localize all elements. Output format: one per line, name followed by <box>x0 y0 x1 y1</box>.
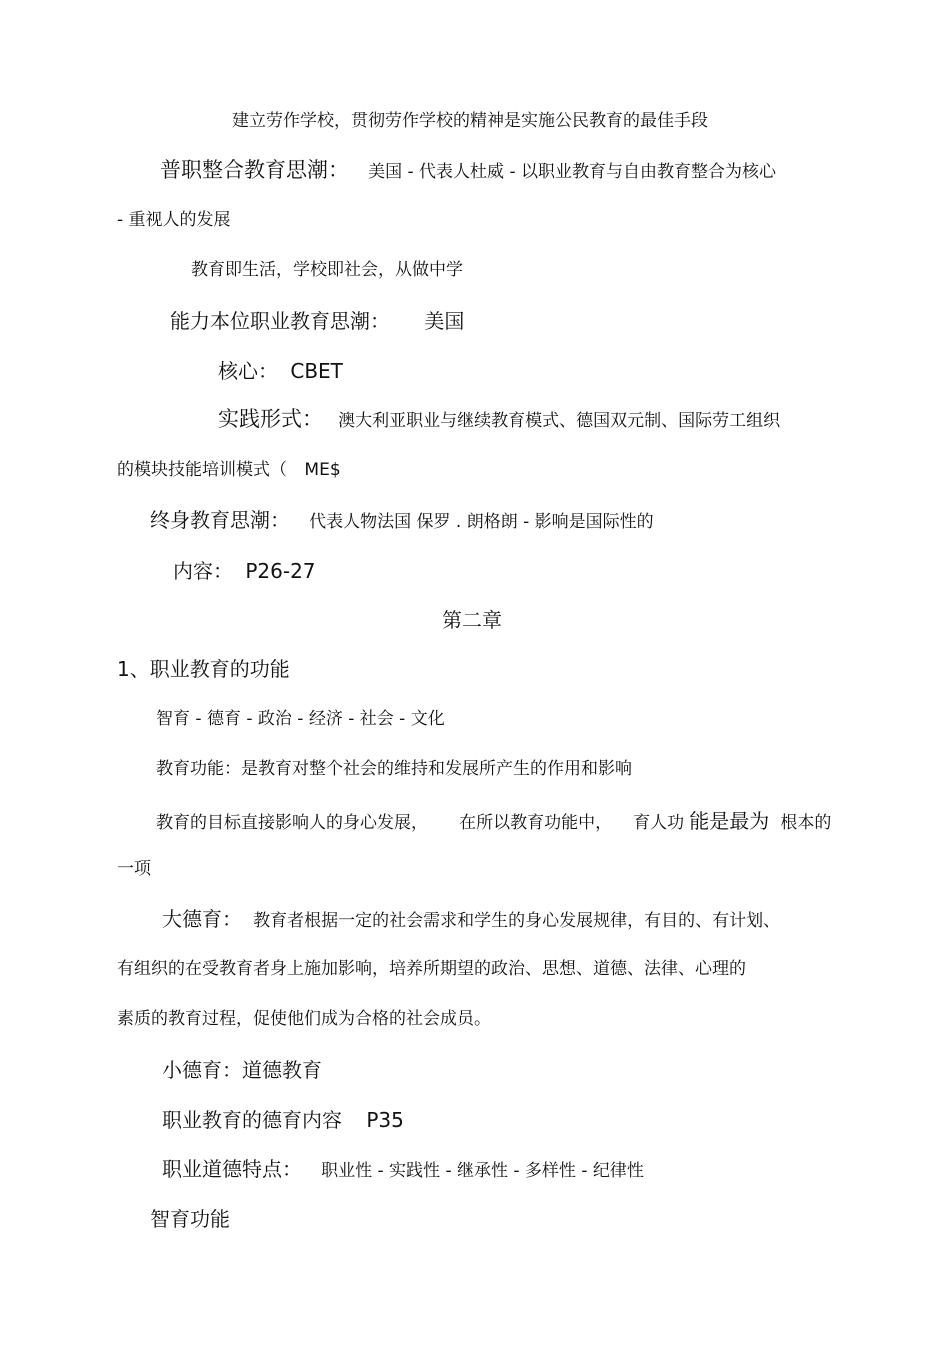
heading-text: 职业教育的德育内容 <box>162 1108 342 1132</box>
chapter-title <box>442 610 502 630</box>
text-line <box>156 711 445 728</box>
heading-text: 智育功能 <box>150 1207 230 1231</box>
paragraph-text: 一项 <box>117 859 151 879</box>
heading-text: 核心： <box>218 359 278 383</box>
paragraph-text: 美国 <box>424 309 465 333</box>
text-line <box>218 361 343 381</box>
section-heading <box>117 659 290 679</box>
paragraph-text: 教育即生活，学校即社会，从做中学 <box>191 260 463 280</box>
heading-text: 普职整合教育思潮： <box>160 158 349 182</box>
text-line <box>170 311 464 331</box>
paragraph-text: 育人功 <box>633 813 685 833</box>
paragraph-text: 小德育：道德教育 <box>162 1058 322 1082</box>
text-line <box>218 409 780 430</box>
text-line <box>162 909 780 930</box>
paragraph-text: P35 <box>366 1108 404 1132</box>
chapter-title-text: 第二章 <box>442 608 502 632</box>
text-line <box>191 262 463 279</box>
heading-text: 终身教育思潮： <box>150 508 290 532</box>
paragraph-text: 美国 - 代表人杜威 - 以职业教育与自由教育整合为核心 <box>368 162 776 182</box>
paragraph-text: 在所以教育功能中， <box>459 813 613 833</box>
heading-text: 能力本位职业教育思潮： <box>170 309 390 333</box>
paragraph-text: 代表人物法国 保罗 . 朗格朗 - 影响是国际性的 <box>309 512 654 532</box>
paragraph-text: CBET <box>290 359 343 383</box>
text-line <box>117 861 151 878</box>
text-line <box>156 811 831 832</box>
text-line <box>117 1011 491 1028</box>
text-line <box>162 1159 644 1180</box>
paragraph-text: 的模块技能培训模式（ <box>117 460 287 480</box>
text-line <box>117 462 341 479</box>
paragraph-text: 根本的 <box>780 813 832 833</box>
paragraph-text: 建立劳作学校，贯彻劳作学校的精神是实施公民教育的最佳手段 <box>232 111 708 131</box>
heading-text: 大德育： <box>162 907 242 931</box>
paragraph-text: P26-27 <box>245 559 316 583</box>
paragraph-text: 智育 - 德育 - 政治 - 经济 - 社会 - 文化 <box>156 709 445 729</box>
paragraph-text: 澳大利亚职业与继续教育模式、德国双元制、国际劳工组织 <box>338 411 781 431</box>
paragraph-text: 职业性 - 实践性 - 继承性 - 多样性 - 纪律性 <box>321 1161 644 1181</box>
paragraph-text: ME$ <box>304 460 341 480</box>
paragraph-text: 教育的目标直接影响人的身心发展， <box>156 813 428 833</box>
paragraph-text: 教育功能：是教育对整个社会的维持和发展所产生的作用和影响 <box>156 759 632 779</box>
text-line <box>173 561 316 581</box>
text-line <box>117 961 746 978</box>
paragraph-text: - 重视人的发展 <box>117 210 231 230</box>
text-line <box>162 1110 404 1130</box>
heading-text: 职业道德特点： <box>162 1157 302 1181</box>
text-line <box>160 160 776 181</box>
text-line <box>117 212 231 229</box>
section-heading-text: 1、职业教育的功能 <box>117 657 290 681</box>
heading-text: 内容： <box>173 559 233 583</box>
paragraph-text: 素质的教育过程，促使他们成为合格的社会成员。 <box>117 1009 491 1029</box>
text-line <box>156 761 632 778</box>
text-line <box>150 510 654 531</box>
heading-text: 实践形式： <box>218 407 323 431</box>
text-line <box>150 1209 230 1229</box>
paragraph-text: 有组织的在受教育者身上施加影响，培养所期望的政治、思想、道德、法律、心理的 <box>117 959 746 979</box>
text-line <box>232 113 708 130</box>
text-line <box>162 1060 322 1080</box>
paragraph-text: 能是最为 <box>689 809 770 833</box>
paragraph-text: 教育者根据一定的社会需求和学生的身心发展规律，有目的、有计划、 <box>253 911 781 931</box>
